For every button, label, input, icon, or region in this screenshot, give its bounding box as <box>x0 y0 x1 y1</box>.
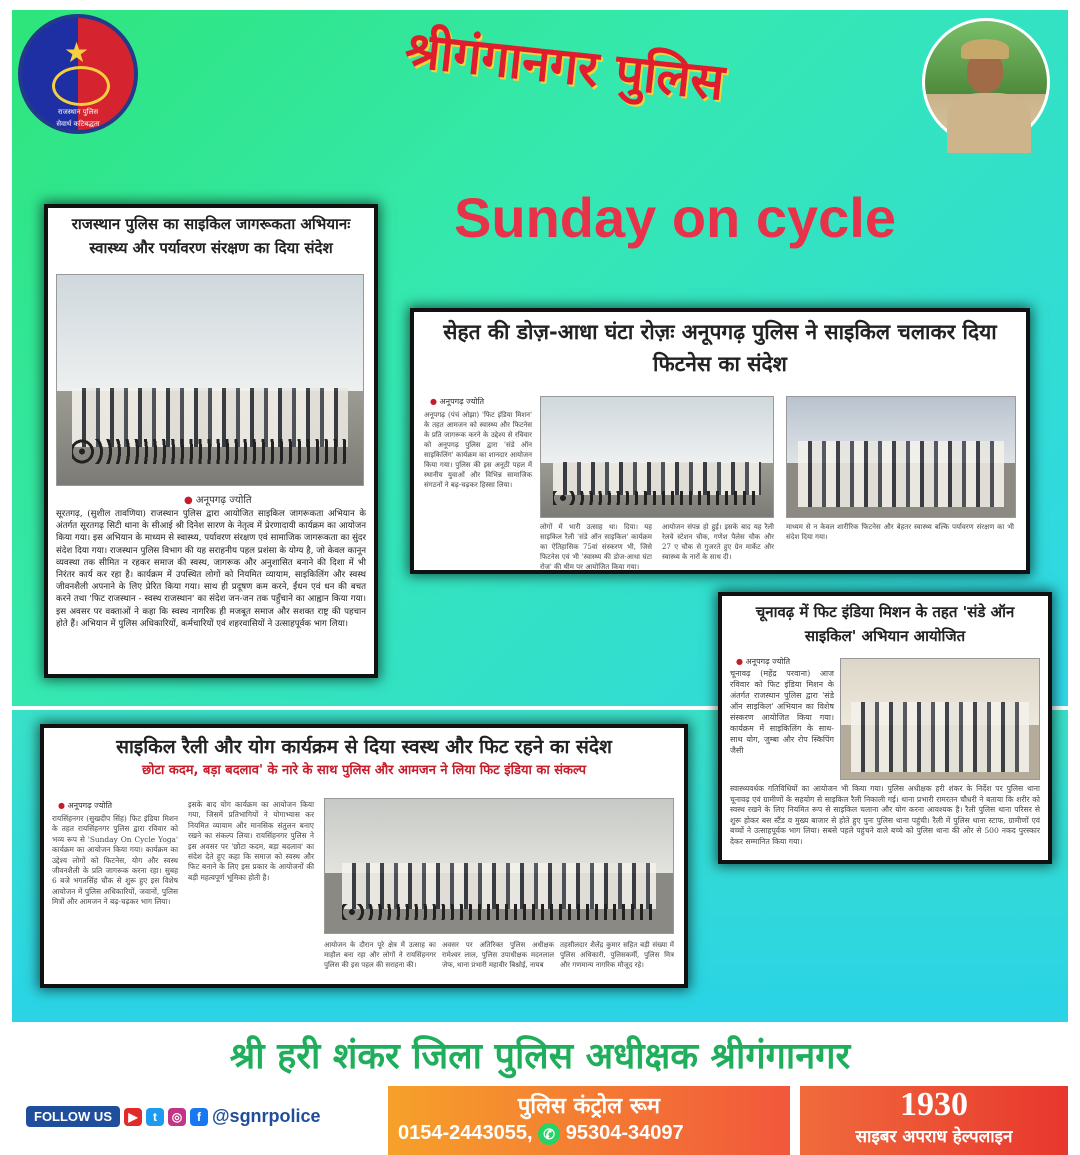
logo-motto: सेवार्थ कटिबद्धता <box>56 120 100 128</box>
article2-col3: आयोजन संपन्न हो हुई। इसके बाद यह रैली रेलवे स्टेशन चौक, गणेश पैलेस चौक और 27 ए चौक से गुजरते हुए ग्रेन मार्केट और स्वास्थ्य के नारों के साथ दी। <box>662 523 774 561</box>
officer-uniform <box>947 93 1031 153</box>
article3-body: स्वास्थ्यवर्धक गतिविधियों का आयोजन भी किया गया। पुलिस अधीक्षक हरी शंकर के निर्देश पर पुलिस थाना चूनावढ़ एवं ग्रामीणों के सहयोग से साइकिल रैली निकाली गई। थाना प्रभारी रामरतन चौधरी ने बताया कि शरीर को स्वस्थ रखने के लिए नियमित रूप से साइकिल चलाना और योग करना आवश्यक है। रैली पुलिस थाना परिसर से शुरू होकर बस स्टैंड व मुख्य बाजार से होते हुए पुनः पुलिस थाना पहुंची। रैली में पुलिस थाना स्टाफ, ग्रामीणों एवं बच्चों ने उत्साहपूर्वक भाग लिया। सबसे पहले पहुंचने वाले बच्चे को पुलिस थाना की ओर से 500 नकद पुरस्कार देकर सम्मानित किया गया। <box>730 784 1040 846</box>
article4-col2: इसके बाद योग कार्यक्रम का आयोजन किया गया, जिसमें प्रतिभागियों ने योगाभ्यास कर नियमित व्यायाम और मानसिक संतुलन बनाए रखने का संकल्प लिया। रायसिंहनगर पुलिस ने इस अवसर पर 'छोटा कदम, बड़ा बदलाव' का संदेश देते हुए कहा कि समाज को स्वस्थ और फिट बनाने के लिए इस प्रकार के आयोजनों की बड़ी महत्वपूर्ण भूमिका होती है। <box>188 800 314 882</box>
article4-source: ● अनूपगढ़ ज्योति <box>52 798 118 813</box>
control-room-bar <box>388 1086 790 1155</box>
page-title: श्रीगंगानगर पुलिस <box>402 20 728 112</box>
rajasthan-police-logo <box>18 14 138 134</box>
control-room-label: पुलिस कंट्रोल रूम <box>517 1094 661 1119</box>
article3-photo <box>840 658 1040 780</box>
logo-text: राजस्थान पुलिस <box>57 108 99 116</box>
helpline-number[interactable]: 1930 <box>900 1086 968 1123</box>
article2-photo-2 <box>786 396 1016 518</box>
article3-headline: चूनावढ़ में फिट इंडिया मिशन के तहत 'संडे ऑन साइकिल' अभियान आयोजित <box>755 603 1015 645</box>
instagram-icon[interactable]: ◎ <box>168 1108 186 1126</box>
youtube-icon[interactable]: ▶ <box>124 1108 142 1126</box>
article3-col1: चूनावढ़ (महेंद्र परवाना) आज रविवार को फिट इंडिया मिशन के अंतर्गत राजस्थान पुलिस द्वारा 'संडे ऑन साइकिल' अभियान का विशेष संस्करण आयोजित किया गया। कार्यक्रम में साइकिलिंग के साथ-साथ योग, जुम्बा और रोप स्किपिंग जैसी <box>730 669 834 755</box>
social-bar <box>12 1086 370 1155</box>
whatsapp-number[interactable]: 95304-34097 <box>565 1122 684 1144</box>
article4-photo <box>324 798 674 934</box>
article4-caption1: आयोजन के दौरान पूरे क्षेत्र में उत्साह का माहौल बना रहा और लोगों ने रायसिंहनगर पुलिस की इस पहल की सराहना की। <box>324 941 436 969</box>
article4-headline: साइकिल रैली और योग कार्यक्रम से दिया स्वस्थ और फिट रहने का संदेश <box>116 736 612 758</box>
helpline-label: साइबर अपराध हेल्पलाइन <box>855 1127 1013 1147</box>
star-icon: ★ <box>64 36 90 69</box>
article4-caption2: अवसर पर अतिरिक्त पुलिस अधीक्षक रामेश्वर लाल, पुलिस उपाधीक्षक मदनलाल जेफ, थाना प्रभारी महावीर बिश्नोई, नायब <box>442 941 554 969</box>
article1-source: ● अनूपगढ़ ज्योति <box>178 490 258 508</box>
emblem-icon <box>52 66 110 106</box>
follow-us-label: FOLLOW US <box>26 1106 120 1127</box>
article2-headline: सेहत की डोज़-आधा घंटा रोज़ः अनूपगढ़ पुलिस ने साइकिल चलाकर दिया फिटनेस का संदेश <box>443 320 997 376</box>
news-clipping-1 <box>48 208 374 674</box>
control-room-number[interactable]: 0154-2443055, <box>398 1122 533 1144</box>
article2-col4: माध्यम से न केवल शारीरिक फिटनेस और बेहतर स्वास्थ्य बल्कि पर्यावरण संरक्षण का भी संदेश दिया गया। <box>786 523 1014 541</box>
article3-source: ● अनूपगढ़ ज्योति <box>730 654 796 669</box>
officer-cap <box>961 39 1009 59</box>
twitter-icon[interactable]: t <box>146 1108 164 1126</box>
article2-photo-1 <box>540 396 774 518</box>
article4-subhead: छोटा कदम, बड़ा बदलाव' के नारे के साथ पुलिस और आमजन ने लिया फिट इंडिया का संकल्प <box>141 763 587 778</box>
cyber-helpline-bar <box>800 1086 1068 1155</box>
whatsapp-icon: ✆ <box>538 1123 560 1145</box>
facebook-icon[interactable]: f <box>190 1108 208 1126</box>
officer-portrait <box>922 18 1050 146</box>
article2-col2: लोगों में भारी उत्साह था। दिया। यह साइकिल रैली 'संडे ऑन साइकिल' कार्यक्रम का ऐतिहासिक 75वां संस्करण भी, जिसे फिटनेस एवं भी 'स्वास्थ्य की डोज-आधा घंटा रोज' की थीम पर आयोजित किया गया। <box>540 523 652 571</box>
article2-col1: अनूपगढ़ (पंचं ओझा) 'फिट इंडिया मिशन' के तहत आमजन को स्वास्थ्य और फिटनेस के प्रति जागरूक करने के उद्देश्य से रविवार को अनूपगढ़ पुलिस द्वारा 'संडे ऑन साइकिलिंग' कार्यक्रम का शानदार आयोजन किया गया। पुलिस की इस अनूठी पहल में स्थानीय युवाओं और विभिन्न सामाजिक संगठनों ने बढ़-चढ़कर हिस्सा लिया। <box>424 411 532 489</box>
article1-body: सूरतगढ़, (सुशील तावणिया) राजस्थान पुलिस द्वारा आयोजित साइकिल जागरूकता अभियान के अंतर्गत सूरतगढ़ सिटी थाना के सीआई श्री दिनेश सारण के नेतृत्व में प्रेरणादायी कार्यक्रम का आयोजन किया गया। इस अभियान के माध्यम से स्वास्थ्य, पर्यावरण संरक्षण एवं सामाजिक जागरूकता का सुंदर संदेश दिया गया। राजस्थान पुलिस विभाग की यह सराहनीय पहल प्रशंसा के योग्य है, जो केवल कानून व्यवस्था तक सीमित न रहकर समाज की स्वस्थ, जागरूक और अनुशासित बनाने की दिशा में भी निरंतर कार्य कर रहा है। कार्यक्रम में उपस्थित लोगों को नियमित व्यायाम, साइकिलिंग और स्वस्थ जीवनशैली अपनाने के लिए प्रेरित किया गया। साथ ही प्रदूषण कम करने, ईंधन एवं धन की बचत करने तथा 'फिट राजस्थान - स्वस्थ राजस्थान' का संदेश जन-जन तक पहुँचाने का आह्वान किया गया। इस अवसर पर वक्ताओं ने कहा कि स्वस्थ नागरिक ही मजबूत समाज और सशक्त राष्ट्र की पहचान होते हैं। अभियान में पुलिस अधिकारियों, कर्मचारियों एवं शहरवासियों ने उत्साहपूर्वक भाग लिया। <box>56 509 366 629</box>
superintendent-line: श्री हरी शंकर जिला पुलिस अधीक्षक श्रीगंगानगर <box>229 1036 851 1077</box>
article1-headline: राजस्थान पुलिस का साइकिल जागरूकता अभियानः स्वास्थ्य और पर्यावरण संरक्षण का दिया संदेश <box>71 215 351 257</box>
article2-source: ● अनूपगढ़ ज्योति <box>424 394 490 409</box>
news-clipping-4 <box>44 728 684 984</box>
article4-col1: रायसिंहनगर (सुखदीप सिंह) फिट इंडिया मिशन के तहत रायसिंहनगर पुलिस द्वारा रविवार को भव्य रूप से 'Sunday On Cycle Yoga' कार्यक्रम का आयोजन किया गया। कार्यक्रम का उद्देश्य लोगों को फिटनेस, योग और स्वस्थ जीवनशैली के प्रति जागरूक करना रहा। सुबह 6 बजे भगतसिंह चौक से शुरू हुए इस विशेष आयोजन में पुलिस अधिकारियों, जवानों, पुलिस मित्रों और आमजन ने बढ़-चढ़कर भाग लिया। <box>52 814 178 907</box>
article4-caption3: तहसीलदार शैलेंद्र कुमार सहित बड़ी संख्या में पुलिस अधिकारी, पुलिसकर्मी, पुलिस मित्र और गणमान्य नागरिक मौजूद रहे। <box>560 941 674 969</box>
follow-us[interactable] <box>26 1106 321 1127</box>
footer-banner <box>12 1022 1068 1084</box>
page-subtitle: Sunday on cycle <box>454 186 896 249</box>
social-handle[interactable]: @sgnrpolice <box>212 1106 321 1126</box>
control-room-numbers <box>398 1122 684 1145</box>
article1-photo <box>56 274 364 486</box>
news-clipping-2 <box>414 312 1026 570</box>
news-clipping-3 <box>722 596 1048 860</box>
